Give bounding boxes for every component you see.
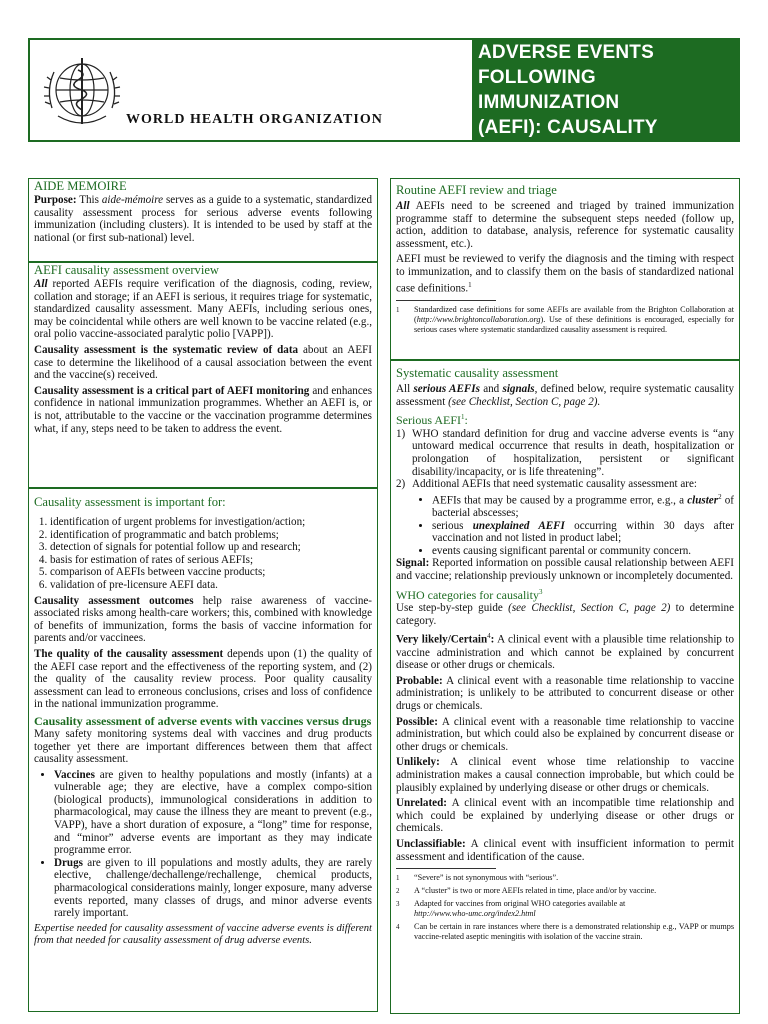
triage-title: Routine AEFI review and triage [396, 183, 557, 197]
overview-p1-text: reported AEFIs require verification of the diagnosis, coding, review, collation and storage; if an AEFI is serious, it requires triage for systematic, standardized causality assessment. Many AEFIs, including serious ones, may be coincidental while others are well known to be vaccine related (e.g., oral polio vaccine-associated paralytic polio [VAPP]). [34, 278, 372, 341]
category-possible [396, 716, 734, 754]
quality-text: depends upon (1) the quality of the AEFI case report and the effectiveness of the reporting system, and (2) the quality of the causality review process. Poor quality causality assessment can lead to erroneous conclusions, crises and loss of confidence in the national immunization programme. [34, 647, 372, 711]
list-item [432, 520, 734, 545]
signal-bold: Signal: [396, 557, 430, 570]
item-number: 2) [396, 478, 406, 491]
footnote-ref: 2 [718, 492, 722, 501]
list-item: 4. basis for estimation of rates of serious AEFIs; [50, 554, 372, 567]
list-item [432, 491, 734, 520]
list-item: 5. comparison of AEFIs between vaccine products; [50, 566, 372, 579]
footnote-number: 1 [396, 305, 400, 314]
vaccines-bold: Vaccines [54, 768, 95, 781]
category-label: Probable: [396, 674, 443, 687]
category-text: A clinical event with a plausible time relationship to vaccine administration and which cannot be explained by concurrent disease or other drugs or chemicals. [396, 634, 735, 672]
who-use-pre: Use step-by-step guide [396, 602, 509, 615]
purpose-paragraph [34, 194, 372, 244]
title-line-4: ASSESSMENT [478, 142, 611, 163]
footnote-divider [396, 868, 496, 869]
drugs-bold: Drugs [54, 856, 83, 869]
footnote-text: Can be certain in rare instances where there is a demonstrated relationship e.g., VAPP or mumps vaccine-related aseptic meningitis with isolation of the vaccine strain. [414, 922, 734, 942]
list-item: 3. detection of signals for potential follow up and research; [50, 541, 372, 554]
triage-paragraph-1 [396, 200, 734, 250]
signal-paragraph [396, 557, 734, 582]
systematic-intro [396, 383, 734, 408]
overview-paragraph-3 [34, 385, 372, 435]
category-text: A clinical event with an incompatible time relationship and which could be explained by underlying disease or other drugs or chemicals. [396, 797, 734, 835]
intro-mid: and [479, 383, 503, 395]
overview-p3-text: and enhances confidence in national immunization programmes. Whether an AEFI is, or is not, attributable to the vaccine or the vaccination programme determines what, if any, steps need to be taken to address the event. [34, 384, 373, 435]
category-text: A clinical event with insufficient information to permit assessment and identification of the cause. [396, 837, 734, 863]
category-unrelated [396, 797, 734, 835]
triage-p1-text: AEFIs need to be screened and triaged by trained immunization programme staff to determine the subsequent steps needed (follow up, action, addition to database, analysis, reference for systematic causality assessment, etc.). [396, 200, 734, 250]
category-unlikely [396, 756, 734, 794]
purpose-pre: This [76, 194, 102, 206]
brighton-link[interactable]: http://www.brightoncollaboration.org [416, 314, 541, 324]
footnote-number: 4 [396, 923, 400, 932]
category-label: Possible: [396, 715, 438, 728]
systematic-title: Systematic causality assessment [396, 366, 559, 380]
aide-memoire-box [28, 178, 378, 262]
who-categories-title [396, 586, 734, 602]
footnote-text: ). Use of these definitions is encouraged, especially for serious cases where systematic standardized causality assessment is required. [414, 314, 734, 334]
overview-title: AEFI causality assessment overview [34, 263, 220, 277]
vs-intro-paragraph: Many safety monitoring systems deal with vaccines and drug products together yet there are important differences between them that affect causality assessment. [34, 727, 372, 766]
list-item: 2. identification of programmatic and batch problems; [50, 529, 372, 542]
vs-bullet-list [34, 769, 372, 920]
purpose-label: Purpose: [34, 194, 77, 206]
triage-p1-lead: All [396, 200, 410, 212]
footnote-ref: 1 [468, 280, 472, 289]
intro-post: , defined below, require systematic causality assessment [396, 383, 734, 408]
list-item [54, 857, 372, 920]
triage-box [390, 178, 740, 360]
footnote-divider [396, 300, 496, 301]
signal-text: Reported information on possible causal relationship between AEFI and vaccine; relationship previously unknown or incompletely documented. [396, 557, 734, 582]
who-use-post: to determine category. [396, 602, 734, 627]
purpose-text: serves as a guide to a systematic, standardized causality assessment process for serious adverse events following immunization (including clusters). It is intended to be used by staff at the national (or first sub-national) level. [34, 194, 372, 244]
item-number: 1) [396, 427, 406, 440]
importance-box [28, 488, 378, 1012]
footnote-text: Adapted for vaccines from original WHO categories available at [414, 899, 626, 909]
intro-pre: All [396, 383, 414, 395]
footnote-ref: 1 [461, 413, 465, 422]
overview-p2-text: about an AEFI case to determine the likelihood of a causal association between the event and the vaccine(s) received. [34, 343, 372, 382]
category-label: Unlikely: [396, 756, 440, 769]
overview-p1-lead: All [34, 278, 48, 290]
category-text: A clinical event with a reasonable time relationship to vaccine administration, but which could also be explained by concurrent disease or other drugs or chemicals. [396, 715, 734, 753]
quality-bold: The quality of the causality assessment [34, 647, 224, 660]
drugs-text: are given to ill populations and mostly adults, they are rarely elective, challenge/dechallenge/rechallenge, chemical products, pharmacological considerations mainly, longer exposure, many adverse events reported, many classes of drugs, and minor adverse events rarely important. [54, 856, 372, 920]
b1-pre: AEFIs that may be caused by a programme error, e.g., a [432, 494, 688, 507]
importance-title: Causality assessment is important for: [34, 495, 226, 509]
footnote [396, 305, 734, 335]
b2-bold: unexplained AEFI [472, 519, 565, 532]
expertise-note: Expertise needed for causality assessment of vaccine adverse events is different from that needed for causality assessment of drug adverse events. [34, 922, 372, 947]
footnote-ref: 4 [487, 632, 491, 641]
title-line-2: FOLLOWING IMMUNIZATION [478, 67, 620, 113]
intro-serious: serious AEFIs [413, 383, 480, 395]
who-title-text: WHO categories for causality [396, 587, 539, 602]
item-text: Additional AEFIs that need systematic causality assessment are: [412, 478, 697, 491]
list-item [54, 769, 372, 857]
importance-list [34, 516, 372, 592]
serious-item-1 [396, 428, 734, 478]
footnote-text: “Severe” is not synonymous with “serious”. [414, 873, 559, 883]
aide-memoire-title: AIDE MEMOIRE [34, 179, 127, 193]
systematic-box [390, 360, 740, 1014]
category-suffix: : [490, 634, 495, 647]
document-header [28, 38, 740, 163]
triage-paragraph-2 [396, 253, 734, 294]
overview-paragraph-1 [34, 278, 372, 341]
title-line-3: (AEFI): CAUSALITY [478, 117, 658, 138]
category-very-likely [396, 630, 734, 671]
list-item: • events causing significant parental or community concern. [432, 545, 734, 558]
serious-aefi-title [396, 411, 734, 427]
footnote-number: 3 [396, 900, 400, 909]
serious-title-suffix: : [464, 413, 468, 428]
who-use-ref: (see Checklist, Section C, page 2) [508, 602, 671, 615]
outcomes-paragraph [34, 595, 372, 645]
list-item: 6. validation of pre-licensure AEFI data. [50, 579, 372, 592]
title-banner [472, 38, 740, 163]
intro-signals: signals [502, 383, 535, 395]
footnote-ref: 3 [538, 587, 543, 596]
title-line-1: ADVERSE EVENTS [478, 42, 654, 63]
overview-p3-bold: Causality assessment is a critical part of AEFI monitoring [34, 384, 310, 397]
footnote-number: 2 [396, 887, 400, 896]
category-text: A clinical event with a reasonable time relationship to vaccine administration; is unlikely to be attributed to concurrent disease or other drugs or chemicals. [396, 674, 734, 713]
overview-box [28, 262, 378, 488]
serious-item-2 [396, 478, 734, 491]
intro-ref: (see Checklist, Section C, page 2). [448, 395, 601, 408]
category-probable [396, 675, 734, 713]
vaccines-text: are given to healthy populations and mostly (infants) at a vulnerable age; they are elective, have a complex compo-sition (biological products), immunological considerations in addition to pharmacological, may cause the illness they are meant to prevent (e.g., VAPP), have a short duration of exposure, a “long” time for response, and “minor” adverse events are important as they may indicate programme error. [54, 768, 372, 857]
footnote-text: Standardized case definitions for some AEFIs are available from the Brighton Collaboration at ( [414, 304, 734, 324]
who-emblem-icon [40, 48, 124, 132]
quality-paragraph [34, 648, 372, 711]
category-unclassifiable [396, 838, 734, 863]
category-text: A clinical event whose time relationship to vaccine administration makes a causal connection improbable, but which could be plausibly explained by underlying disease or other drugs or chemicals. [396, 756, 734, 794]
vaccines-vs-drugs-title: Causality assessment of adverse events with vaccines versus drugs [34, 713, 372, 728]
who-use-paragraph [396, 602, 734, 627]
purpose-term: aide-mémoire [101, 194, 164, 206]
footnote [396, 873, 734, 883]
category-label: Unrelated: [396, 797, 447, 810]
footnote-text: A “cluster” is two or more AEFIs related in time, place and/or by vaccine. [414, 886, 657, 896]
b1-bold: cluster [687, 494, 719, 507]
footnote [396, 899, 734, 919]
b2-pre: serious [432, 519, 473, 532]
b1-post: of bacterial abscesses; [432, 494, 734, 520]
footnote [396, 886, 734, 896]
category-label: Very likely/Certain [396, 634, 488, 647]
triage-p2-text: AEFI must be reviewed to verify the diagnosis and the timing with respect to immunization, and to classify them on the basis of standardized national case definitions. [396, 253, 734, 295]
serious-title-text: Serious AEFI [396, 413, 462, 428]
category-label: Unclassifiable: [396, 837, 466, 850]
outcomes-bold: Causality assessment outcomes [34, 594, 194, 607]
additional-aefi-list [396, 491, 734, 558]
organization-name: WORLD HEALTH ORGANIZATION [126, 112, 383, 127]
who-umc-link[interactable]: http://www.who-umc.org/index2.html [414, 909, 536, 919]
footnote [396, 922, 734, 942]
overview-paragraph-2 [34, 344, 372, 382]
list-item: 1. identification of urgent problems for investigation/action; [50, 516, 372, 529]
overview-p2-bold: Causality assessment is the systematic review of data [34, 343, 299, 356]
b2-post: occurring within 30 days after vaccination and not listed in product label; [432, 519, 734, 545]
footnote-number: 1 [396, 874, 400, 883]
outcomes-text: help raise awareness of vaccine-associated risks among health-care workers; this, combined with knowledge of benefits of immunization, forms the basis of vaccine information for parents and/or vaccinees. [34, 594, 372, 645]
item-text: WHO standard definition for drug and vaccine adverse events is “any untoward medical occurrence that results in death, hospitalization or prolongation of hospitalization, persistent or significant disability/incapacity, or is life threatening”. [412, 427, 734, 478]
